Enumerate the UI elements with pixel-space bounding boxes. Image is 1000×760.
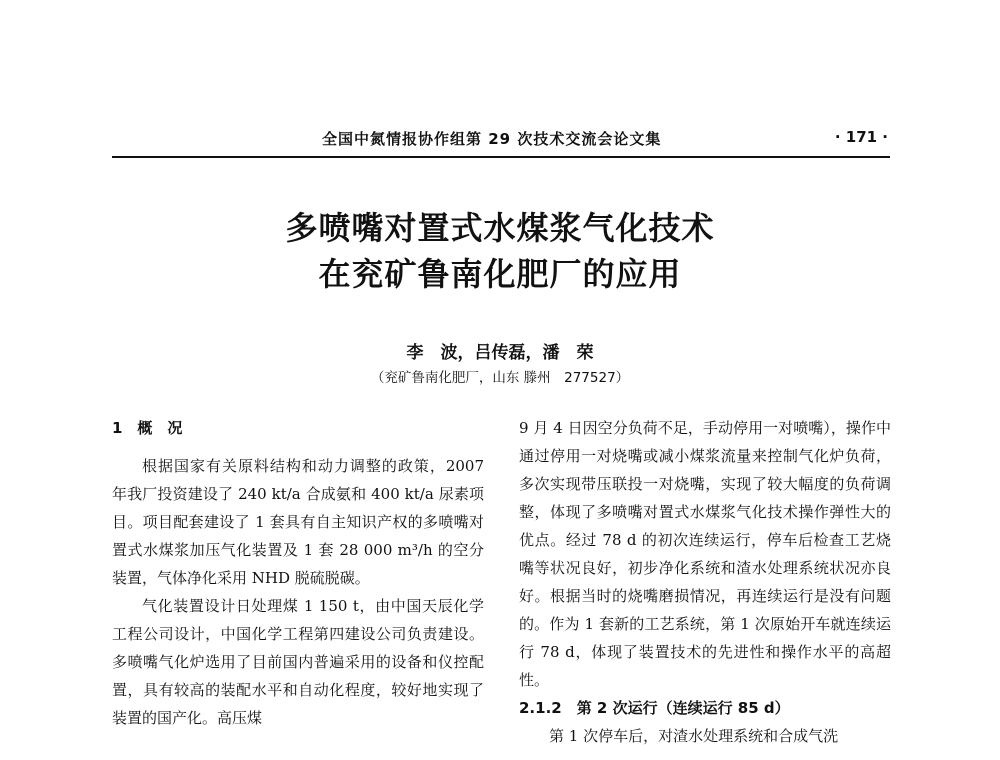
title-line-1: 多喷嘴对置式水煤浆气化技术 [285,209,715,247]
authors: 李 波，吕传磊，潘 荣 [406,343,594,363]
header-rule [112,156,890,158]
paragraph: 第 1 次停车后，对渣水处理系统和合成气洗 [549,727,839,745]
journal-title: 全国中氮情报协作组第 29 次技术交流会论文集 [322,130,662,148]
right-column [519,414,891,750]
paragraph: 9 月 4 日因空分负荷不足，手动停用一对喷嘴），操作中通过停用一对烧嘴或减小煤浆流量来控制气化炉负荷，多次实现带压联投一对烧嘴，实现了较大幅度的负荷调整，体现了多喷嘴对置式水煤浆气化技术操作弹性大的优点。经过 78 d 的初次连续运行，停车后检查工艺烧嘴等状况良好，初步净化系统和渣水处理系统状况亦良好。根据当时的烧嘴磨损情况，再连续运行是没有问题的。作为 1 套新的工艺系统，第 1 次原始开车就连续运行 78 d，体现了装置技术的先进性和操作水平的高超性。 [519,419,891,689]
page-number: · 171 · [834,128,888,146]
paragraph: 根据国家有关原料结构和动力调整的政策，2007 年我厂投资建设了 240 kt/a 合成氨和 400 kt/a 尿素项目。项目配套建设了 1 套具有自主知识产权的多喷嘴对置式水煤浆加压气化装置及 1 套 28 000 m³/h 的空分装置，气体净化采用 NHD 脱硫脱碳。 [112,457,484,587]
affiliation: （兖矿鲁南化肥厂，山东 滕州 277527） [370,370,630,386]
paragraph: 气化装置设计日处理煤 1 150 t，由中国天辰化学工程公司设计，中国化学工程第四建设公司负责建设。多喷嘴气化炉选用了目前国内普遍采用的设备和仪控配置，具有较高的装配水平和自动化程度，较好地实现了装置的国产化。高压煤 [112,597,484,727]
left-column [112,414,484,732]
article-title [0,205,1000,297]
section-heading: 1 概 况 [112,419,183,437]
running-header [112,128,888,152]
title-line-2: 在兖矿鲁南化肥厂的应用 [318,255,682,293]
subsection-heading: 2.1.2 第 2 次运行（连续运行 85 d） [519,699,790,717]
